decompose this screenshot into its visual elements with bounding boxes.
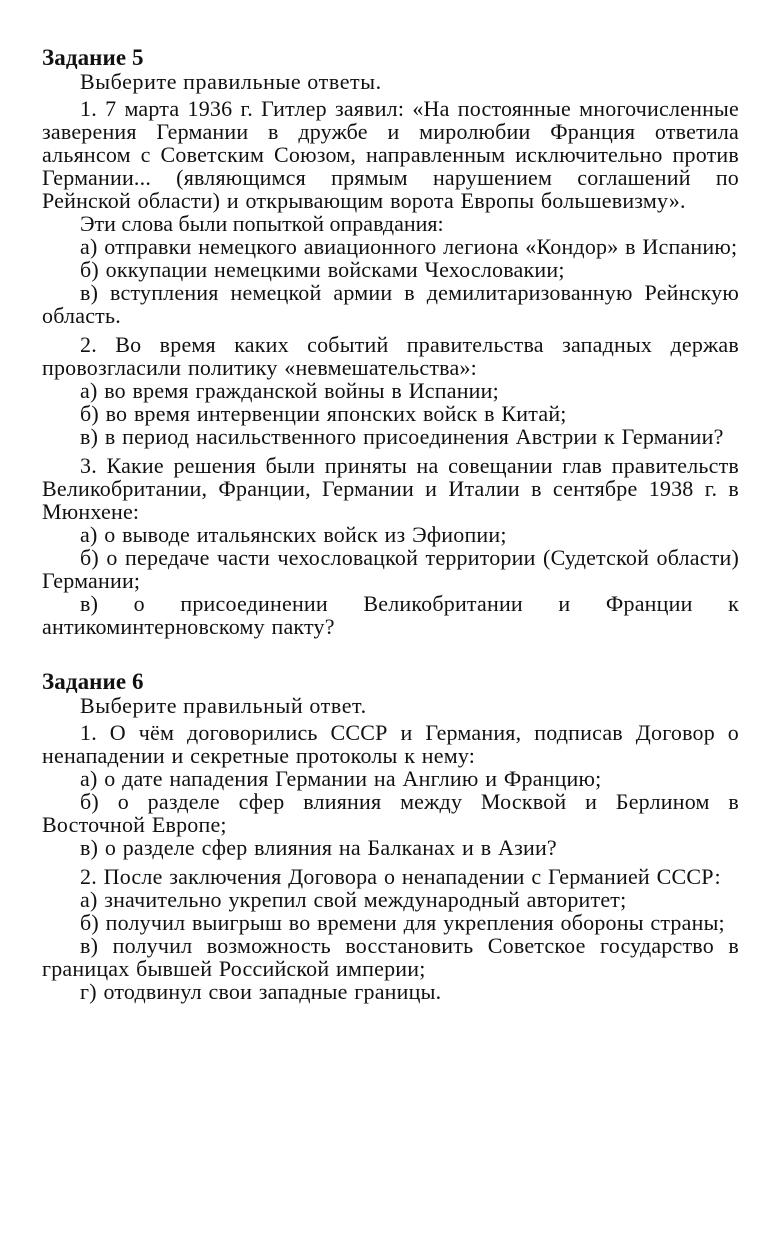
option-b: б) получил выигрыш во времени для укрепления обороны страны; (80, 910, 725, 935)
question-intro: Эти слова были попыткой оправдания: (80, 211, 444, 236)
option-a: а) отправки немецкого авиационного легиона «Кондор» в Испанию; (80, 234, 738, 259)
task-title: Задание 6 (42, 669, 144, 694)
option-b: б) о передаче части чехословацкой территории (Судетской области) Германии; (42, 545, 739, 593)
options-list (42, 235, 739, 327)
question-text: 2. Во время каких событий правительства западных держав провозгласили политику «невмешательства»: (42, 332, 739, 380)
question-3 (42, 454, 739, 638)
options-list (42, 379, 739, 448)
option-c: в) вступления немецкой армии в демилитаризованную Рейнскую область. (42, 280, 739, 328)
options-list (42, 767, 739, 859)
option-b: б) о разделе сфер влияния между Москвой и Берлином в Восточной Европе; (42, 789, 739, 837)
question-text: 1. 7 марта 1936 г. Гитлер заявил: «На постоянные многочисленные заверения Германии в дружбе и миролюбии Франция ответила альянсом с Советским Союзом, направленным исключительно против Германии... (являющимся прямым нарушением соглашений по Рейнской области) и открывающим ворота Европы большевизму». (42, 96, 739, 213)
question-2 (42, 865, 739, 1003)
option-a: а) о выводе итальянских войск из Эфиопии; (80, 522, 507, 547)
option-a: а) о дате нападения Германии на Англию и Францию; (80, 766, 602, 791)
options-list (42, 888, 739, 1003)
task-5 (42, 46, 739, 638)
option-c: в) о присоединении Великобритании и Франции к антикоминтерновскому пакту? (42, 591, 739, 639)
question-text: 1. О чём договорились СССР и Германия, подписав Договор о ненападении и секретные протоколы к нему: (42, 720, 739, 768)
option-c: в) о разделе сфер влияния на Балканах и в Азии? (80, 835, 557, 860)
question-text: 2. После заключения Договора о ненападении с Германией СССР: (80, 864, 721, 889)
option-c: в) в период насильственного присоединения Австрии к Германии? (80, 424, 724, 449)
task-instruction: Выберите правильные ответы. (80, 69, 382, 94)
option-c: в) получил возможность восстановить Советское государство в границах бывшей Российской империи; (42, 933, 739, 981)
task-title: Задание 5 (42, 45, 144, 70)
options-list (42, 523, 739, 638)
option-a: а) значительно укрепил свой международный авторитет; (80, 887, 627, 912)
task-6 (42, 670, 739, 1003)
option-d: г) отодвинул свои западные границы. (80, 979, 442, 1004)
question-2 (42, 333, 739, 448)
question-1 (42, 721, 739, 859)
option-b: б) во время интервенции японских войск в Китай; (80, 401, 567, 426)
task-instruction: Выберите правильный ответ. (80, 693, 367, 718)
question-1 (42, 97, 739, 327)
question-text: 3. Какие решения были приняты на совещании глав правительств Великобритании, Франции, Германии и Италии в сентябре 1938 г. в Мюнхене: (42, 453, 739, 524)
option-b: б) оккупации немецкими войсками Чехословакии; (80, 257, 565, 282)
option-a: а) во время гражданской войны в Испании; (80, 378, 499, 403)
